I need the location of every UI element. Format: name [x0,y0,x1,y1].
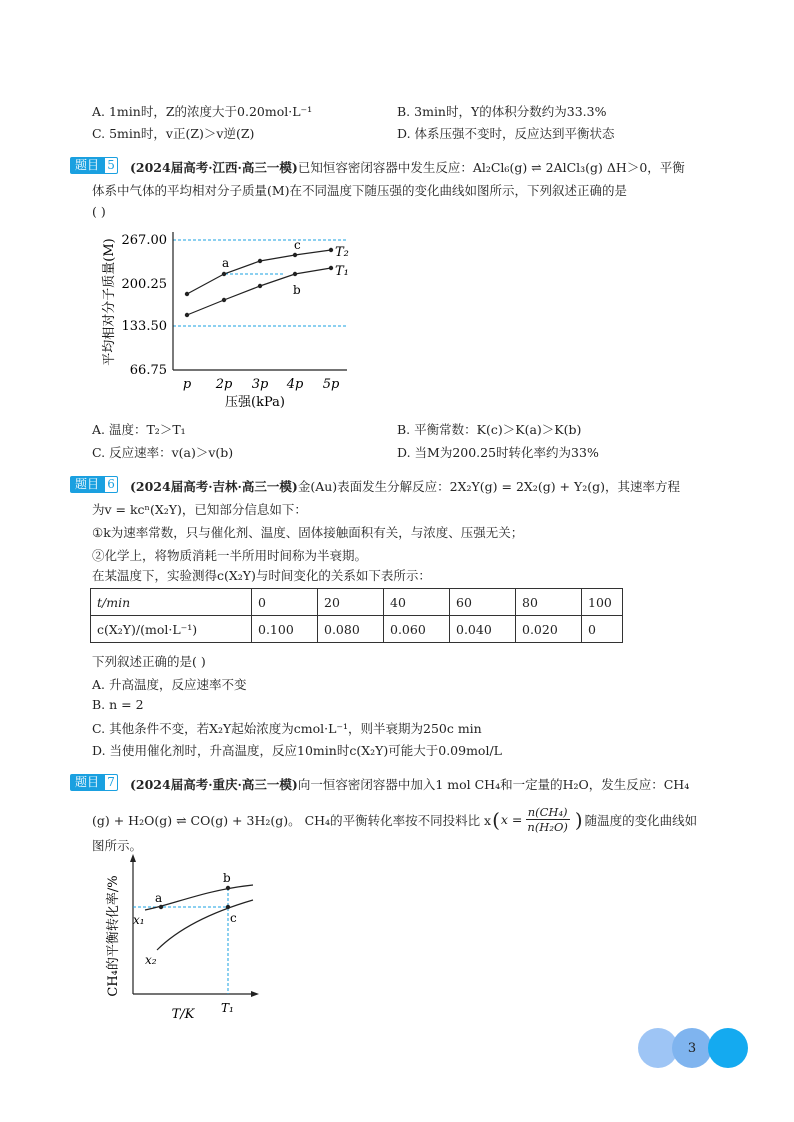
q5-point-a [222,272,226,276]
q7-xlabel: T/K [171,1007,195,1022]
q5-point-t2-3 [258,259,262,263]
q5-label-a: a [222,256,230,270]
table-cell: 0 [582,616,623,643]
q7-ylabel: CH₄的平衡转化率/% [106,875,121,997]
q4-option-a: A. 1min时，Z的浓度大于0.20mol·L⁻¹ [92,104,313,119]
q5-point-t2-5 [329,248,333,252]
q7-text-line3: 图所示。 [92,838,143,853]
q7-point-a [159,905,163,909]
q5-xtick-5: 5p [322,377,340,392]
q5-ylabel: 平均相对分子质量(M) [102,238,117,366]
q5-paren: ( ) [92,204,106,219]
q5-option-b: B. 平衡常数：K(c)＞K(a)＞K(b) [397,422,582,437]
table-row [91,589,623,616]
q5-point-b [293,272,297,276]
q7-paren-open: ( [492,807,500,832]
q7-text-line2a: (g) + H₂O(g) ⇌ CO(g) + 3H₂(g)。 CH₄的平衡转化率按不同投料比 x [92,812,492,828]
q6-option-b: B. n = 2 [92,697,144,712]
q5-text-line1: 已知恒容密闭容器中发生反应：Al₂Cl₆(g) ⇌ 2AlCl₃(g) ΔH＞0，平衡 [297,160,685,175]
q6-option-c: C. 其他条件不变，若X₂Y起始浓度为cmol·L⁻¹，则半衰期为250c min [92,721,482,736]
q5-ytick-4: 66.75 [129,363,167,378]
q5-label-c: c [294,238,301,252]
q6-badge-number: 6 [104,476,118,493]
q7-source: (2024届高考·重庆·高三一模) [130,777,298,792]
q7-stem-line1 [130,775,689,793]
table-cell: 0 [252,589,318,616]
table-cell: 0.040 [450,616,516,643]
q7-label-x1: x₁ [133,913,145,927]
q7-x-arrow [251,991,259,997]
q5-ytick-1: 267.00 [121,233,167,248]
q7-label-c: c [230,911,237,925]
q5-option-c: C. 反应速率：v(a)＞v(b) [92,445,234,460]
q6-source: (2024届高考·吉林·高三一模) [130,479,298,494]
q5-option-d: D. 当M为200.25时转化率约为33% [397,445,599,460]
q5-text-line2: 体系中气体的平均相对分子质量(M)在不同温度下随压强的变化曲线如图所示，下列叙述正确的是 [92,183,628,198]
q7-badge-label: 题目 [70,774,104,791]
table-cell: 0.080 [318,616,384,643]
q7-eq-lhs: x = [500,812,523,827]
q5-source: (2024届高考·江西·高三一模) [130,160,298,175]
q6-option-a: A. 升高温度，反应速率不变 [92,677,247,692]
q5-xtick-2: 2p [215,377,233,392]
q5-label-b: b [293,283,301,297]
table-cell: 0.060 [384,616,450,643]
q7-frac-den: n(H₂O) [527,820,568,834]
q7-chart [95,852,275,1024]
table-head-conc: c(X₂Y)/(mol·L⁻¹) [91,616,252,643]
q5-stem-line1 [130,158,685,176]
q5-point-t2-1 [185,292,189,296]
q4-option-c: C. 5min时，v正(Z)＞v逆(Z) [92,126,255,141]
q7-label-b: b [223,871,231,885]
q6-option-d: D. 当使用催化剂时，升高温度，反应10min时c(X₂Y)可能大于0.09mol/L [92,743,502,758]
q7-point-b [226,886,230,890]
q6-data-table [90,588,623,643]
q5-point-t1-2 [222,298,226,302]
q5-xlabel: 压强(kPa) [225,395,285,410]
q5-point-t1-5 [329,266,333,270]
q5-xtick-4: 4p [286,377,304,392]
table-head-time: t/min [91,589,252,616]
q7-label-x2: x₂ [145,953,157,967]
table-cell: 100 [582,589,623,616]
q7-fraction [525,805,569,834]
q7-y-arrow [130,854,136,862]
page-deco-circle-right [708,1028,748,1068]
q5-curve-t1 [187,268,331,315]
table-cell: 0.020 [516,616,582,643]
q5-chart [95,222,375,414]
q6-stem-line1 [130,477,680,495]
q6-badge-label: 题目 [70,476,104,493]
q7-frac-num: n(CH₄) [527,805,568,819]
table-cell: 0.100 [252,616,318,643]
q5-xtick-3: 3p [251,377,269,392]
page-number: 3 [687,1040,697,1056]
q7-text-line2b: 随温度的变化曲线如 [584,812,698,828]
q5-label-t2: T₂ [335,245,349,260]
q7-text-line1: 向一恒容密闭容器中加入1 mol CH₄和一定量的H₂O，发生反应：CH₄ [297,777,690,792]
q4-option-d: D. 体系压强不变时，反应达到平衡状态 [397,126,615,141]
q7-paren-close: ) [574,807,583,832]
table-cell: 80 [516,589,582,616]
q7-label-a: a [155,891,163,905]
q6-text-line5: 在某温度下，实验测得c(X₂Y)与时间变化的关系如下表所示： [92,568,431,583]
q7-point-c [226,905,230,909]
q6-text-line1: 金(Au)表面发生分解反应：2X₂Y(g) = 2X₂(g) + Y₂(g)，其速率方程 [297,479,681,494]
q5-point-t1-1 [185,313,189,317]
q6-text-line4: ②化学上，将物质消耗一半所用时间称为半衰期。 [92,548,368,563]
q6-badge [70,476,118,493]
q6-text-line3: ①k为速率常数，只与催化剂、温度、固体接触面积有关，与浓度、压强无关； [92,525,524,540]
q6-text-line2: 为v = kcⁿ(X₂Y)，已知部分信息如下： [92,502,307,517]
q5-xtick-1: p [182,377,192,392]
table-cell: 60 [450,589,516,616]
page-number-circle [672,1028,712,1068]
q7-xtick-t1: T₁ [221,1001,234,1015]
q5-badge-label: 题目 [70,157,104,174]
table-row [91,616,623,643]
q5-point-t1-3 [258,284,262,288]
q4-option-b: B. 3min时，Y的体积分数约为33.3% [397,104,607,119]
q5-ytick-2: 200.25 [121,277,167,292]
q5-badge-number: 5 [104,157,118,174]
q5-point-c [293,253,297,257]
q5-label-t1: T₁ [335,264,349,279]
q7-badge [70,774,118,791]
q5-ytick-3: 133.50 [121,319,167,334]
table-cell: 20 [318,589,384,616]
q6-question: 下列叙述正确的是( ) [92,654,206,669]
q7-badge-number: 7 [104,774,118,791]
q7-stem-line2 [92,805,697,834]
table-cell: 40 [384,589,450,616]
q5-option-a: A. 温度：T₂＞T₁ [92,422,186,437]
q5-badge [70,157,118,174]
